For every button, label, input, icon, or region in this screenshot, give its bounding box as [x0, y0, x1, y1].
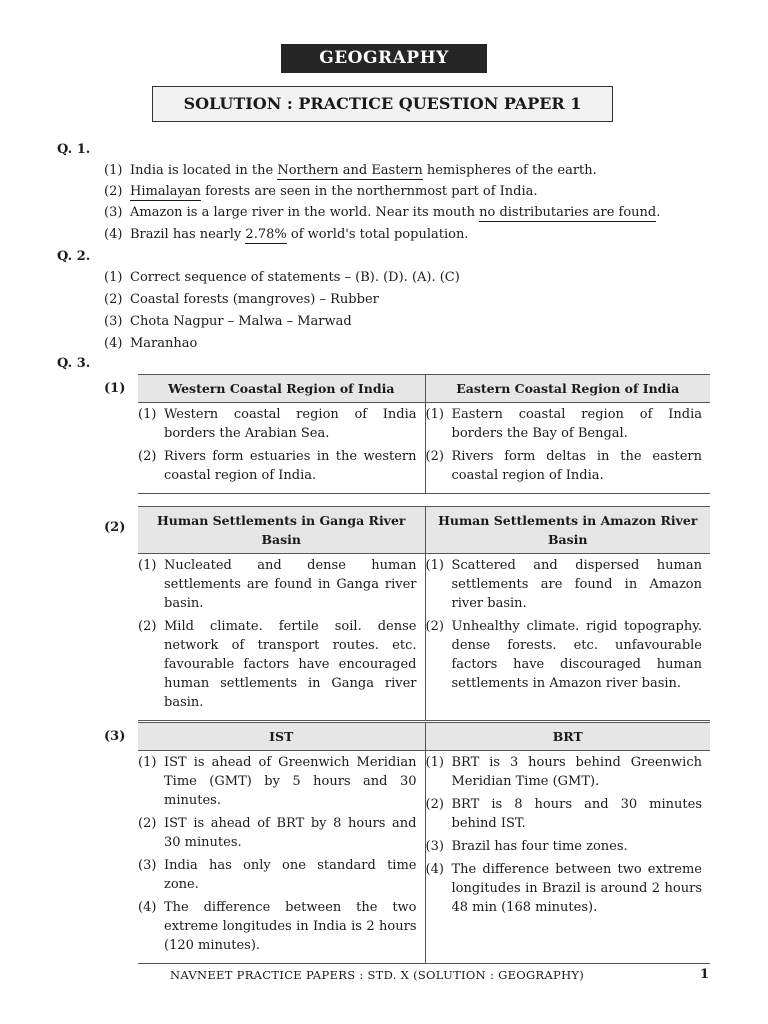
q2-item-4-text: Maranhao — [130, 336, 198, 351]
table-2-left-cell — [138, 554, 425, 721]
item-num: (4) — [138, 900, 157, 915]
item-num: (2) — [138, 816, 157, 831]
table-2-header-left: Human Settlements in Ganga River Basin — [138, 507, 425, 554]
item-num: (2) — [425, 797, 444, 812]
item-num: (3) — [138, 858, 157, 873]
q1-item-1-num: (1) — [104, 163, 123, 178]
comparison-table-time — [138, 722, 710, 964]
table-1-left-cell — [138, 403, 425, 494]
subject-banner: GEOGRAPHY — [281, 44, 487, 73]
item-text: Rivers form deltas in the eastern coastal region of India. — [451, 449, 702, 483]
list-item — [138, 856, 425, 894]
item-num: (2) — [425, 619, 444, 634]
item-text: Brazil has four time zones. — [451, 839, 628, 854]
list-item — [138, 447, 425, 485]
item-text: Nucleated and dense human settlements are found in Ganga river basin. — [164, 558, 417, 611]
q1-item-1-answer: Northern and Eastern — [277, 163, 423, 178]
item-text: Rivers form estuaries in the western coastal region of India. — [164, 449, 417, 483]
list-item — [426, 860, 711, 917]
list-item — [138, 405, 425, 443]
table-2-right-cell — [425, 554, 710, 721]
q2-item-2-num: (2) — [104, 292, 123, 307]
table-3-header-right: BRT — [425, 723, 710, 751]
table-3-left-cell — [138, 751, 425, 964]
question-3-label: Q. 3. — [57, 356, 91, 371]
item-text: IST is ahead of BRT by 8 hours and 30 minutes. — [164, 816, 417, 850]
q1-item-3-num: (3) — [104, 205, 123, 220]
item-text: Eastern coastal region of India borders the Bay of Bengal. — [451, 407, 702, 441]
item-text: The difference between the two extreme longitudes in India is 2 hours (120 minutes). — [164, 900, 417, 953]
table-2-label: (2) — [104, 520, 126, 535]
list-item — [426, 556, 711, 613]
item-num: (1) — [138, 755, 157, 770]
item-num: (1) — [425, 558, 444, 573]
q1-item-3-text-post: . — [656, 205, 661, 220]
item-num: (3) — [425, 839, 444, 854]
list-item — [426, 795, 711, 833]
q1-item-4-text-post: of world's total population. — [286, 227, 469, 242]
q2-item-4 — [104, 336, 197, 351]
page-title: SOLUTION : PRACTICE QUESTION PAPER 1 — [152, 86, 613, 122]
item-text: Western coastal region of India borders the Arabian Sea. — [164, 407, 417, 441]
item-num: (1) — [425, 407, 444, 422]
table-3-header-left: IST — [138, 723, 425, 751]
q2-item-3-text: Chota Nagpur – Malwa – Marwad — [130, 314, 352, 329]
q1-item-1-text-post: hemispheres of the earth. — [422, 163, 597, 178]
q1-item-4-answer: 2.78% — [245, 227, 287, 242]
q1-item-1 — [104, 163, 597, 178]
table-1-right-cell — [425, 403, 710, 494]
item-text: Mild climate. fertile soil. dense network of transport routes. etc. favourable factors have encouraged human settlements in Ganga river basin. — [164, 619, 417, 710]
q2-item-3-num: (3) — [104, 314, 123, 329]
q1-item-2-answer: Himalayan — [130, 184, 201, 199]
item-text: Unhealthy climate. rigid topography. dense forests. etc. unfavourable factors have discouraged human settlements in Amazon river basin. — [451, 619, 702, 691]
comparison-table-coastal — [138, 374, 710, 494]
q2-item-3 — [104, 314, 352, 329]
item-num: (2) — [138, 619, 157, 634]
q2-item-1-text: Correct sequence of statements – (B). (D). (A). (C) — [130, 270, 460, 285]
q1-item-4 — [104, 227, 468, 242]
item-num: (2) — [425, 449, 444, 464]
item-text: Scattered and dispersed human settlements are found in Amazon river basin. — [451, 558, 702, 611]
q2-item-1 — [104, 270, 460, 285]
item-num: (1) — [425, 755, 444, 770]
question-1-label: Q. 1. — [57, 142, 91, 157]
list-item — [426, 447, 711, 485]
q1-item-2-num: (2) — [104, 184, 123, 199]
item-text: BRT is 8 hours and 30 minutes behind IST. — [451, 797, 702, 831]
list-item — [138, 814, 425, 852]
q2-item-2-text: Coastal forests (mangroves) – Rubber — [130, 292, 379, 307]
item-num: (1) — [138, 407, 157, 422]
q1-item-3-text-pre: Amazon is a large river in the world. Near its mouth — [130, 205, 480, 220]
question-2-label: Q. 2. — [57, 249, 91, 264]
list-item — [426, 405, 711, 443]
item-num: (2) — [138, 449, 157, 464]
list-item — [138, 556, 425, 613]
comparison-table-settlements — [138, 506, 710, 721]
q1-item-4-num: (4) — [104, 227, 123, 242]
item-text: BRT is 3 hours behind Greenwich Meridian Time (GMT). — [451, 755, 702, 789]
q2-item-4-num: (4) — [104, 336, 123, 351]
table-1-header-left: Western Coastal Region of India — [138, 375, 425, 403]
page-footer: NAVNEET PRACTICE PAPERS : STD. X (SOLUTION : GEOGRAPHY) — [170, 968, 585, 982]
q1-item-3-answer: no distributaries are found — [479, 205, 657, 220]
q2-item-1-num: (1) — [104, 270, 123, 285]
page-number: 1 — [700, 967, 710, 982]
q1-item-3 — [104, 205, 660, 220]
q1-item-2-text-post: forests are seen in the northernmost part of India. — [200, 184, 538, 199]
q1-item-2 — [104, 184, 538, 199]
item-text: The difference between two extreme longitudes in Brazil is around 2 hours 48 min (168 minutes). — [451, 862, 702, 915]
q1-item-4-text-pre: Brazil has nearly — [130, 227, 246, 242]
item-text: India has only one standard time zone. — [164, 858, 417, 892]
table-3-label: (3) — [104, 729, 126, 744]
table-2-header-right: Human Settlements in Amazon River Basin — [425, 507, 710, 554]
item-text: IST is ahead of Greenwich Meridian Time (GMT) by 5 hours and 30 minutes. — [164, 755, 417, 808]
q2-item-2 — [104, 292, 379, 307]
q1-item-1-text-pre: India is located in the — [130, 163, 278, 178]
table-1-label: (1) — [104, 381, 126, 396]
table-3-right-cell — [425, 751, 710, 964]
list-item — [138, 753, 425, 810]
list-item — [426, 753, 711, 791]
list-item — [426, 837, 711, 856]
item-num: (4) — [425, 862, 444, 877]
list-item — [426, 617, 711, 693]
table-1-header-right: Eastern Coastal Region of India — [425, 375, 710, 403]
list-item — [138, 898, 425, 955]
item-num: (1) — [138, 558, 157, 573]
list-item — [138, 617, 425, 712]
